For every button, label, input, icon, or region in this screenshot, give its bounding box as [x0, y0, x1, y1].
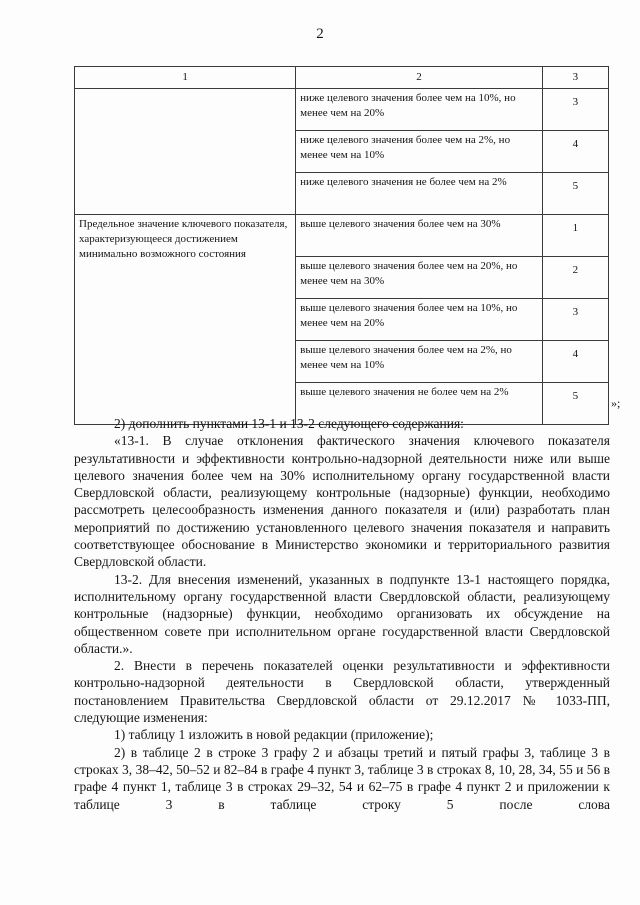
condition-cell: выше целевого значения более чем на 2%, но менее чем на 10% [296, 341, 543, 383]
paragraph-13-1: «13-1. В случае отклонения фактического значения ключевого показателя результативности и эффективности контрольно-надзорной деятельности ниже или выше целевого значения более чем на 30% исполнительному органу государственной власти Свердловской области, реализующему контрольные (надзорные) функции, необходимо рассмотреть целесообразность изменения данного показателя и (или) разработать план мероприятий по достижению установленного целевого значения показателя и направить соответствующее обоснование в Министерство экономики и территориального развития Свердловской области. [74, 433, 610, 570]
score-cell: 5 [542, 383, 608, 425]
header-cell: 1 [75, 67, 296, 89]
condition-cell: ниже целевого значения более чем на 2%, но менее чем на 10% [296, 131, 543, 173]
score-cell: 4 [542, 341, 608, 383]
paragraph-item-2: 2) дополнить пунктами 13-1 и 13-2 следующего содержания: [114, 416, 464, 431]
score-cell: 1 [542, 215, 608, 257]
paragraph-subitem-1: 1) таблицу 1 изложить в новой редакции (приложение); [114, 727, 434, 743]
condition-cell: выше целевого значения не более чем на 2% [296, 383, 543, 425]
score-cell: 3 [542, 89, 608, 131]
table-row [75, 89, 609, 131]
condition-cell: выше целевого значения более чем на 10%, но менее чем на 20% [296, 299, 543, 341]
empty-indicator-cell [75, 89, 296, 215]
paragraph-13-2: 13-2. Для внесения изменений, указанных в подпункте 13-1 настоящего порядка, исполнительному органу государственной власти Свердловской области, реализующему контрольные (надзорные) функции, необходимо организовать их обсуждение на общественном совете при исполнительном органе государственной власти Свердловской области.». [74, 571, 610, 656]
condition-cell: выше целевого значения более чем на 20%, но менее чем на 30% [296, 257, 543, 299]
indicator-label-cell: Предельное значение ключевого показателя, характеризующееся достижением минимально возможного состояния [75, 215, 296, 425]
score-cell: 4 [542, 131, 608, 173]
condition-cell: ниже целевого значения более чем на 10%, но менее чем на 20% [296, 89, 543, 131]
score-cell: 5 [542, 173, 608, 215]
page-number: 2 [316, 26, 324, 42]
header-cell: 3 [542, 67, 608, 89]
paragraph-point-2: 2. Внести в перечень показателей оценки результативности и эффективности контрольно-надзорной деятельности в Свердловской области, утвержденный постановлением Правительства Свердловской области от 29.12.2017 № 1033-ПП, следующие изменения: [74, 658, 610, 726]
paragraph-subitem-2: 2) в таблице 2 в строке 3 графу 2 и абзацы третий и пятый графы 3, таблице 3 в строках 3, 38–42, 50–52 и 82–84 в графе 4 пункт 3, таблице 3 в строках 8, 10, 28, 34, 55 и 56 в графе 4 пункт 1, таблице 3 в строках 29–32, 54 и 62–75 в графе 4 пункт 2 и приложении к таблице 3 в таблице строку 5 после слова [74, 744, 610, 812]
condition-cell: выше целевого значения более чем на 30% [296, 215, 543, 257]
score-table [74, 66, 609, 425]
score-cell: 2 [542, 257, 608, 299]
header-cell: 2 [296, 67, 543, 89]
table-header-row [75, 67, 609, 89]
table-closing-quote: »; [611, 396, 621, 410]
body-text [74, 415, 610, 813]
table-row [75, 215, 609, 257]
score-cell: 3 [542, 299, 608, 341]
condition-cell: ниже целевого значения не более чем на 2% [296, 173, 543, 215]
